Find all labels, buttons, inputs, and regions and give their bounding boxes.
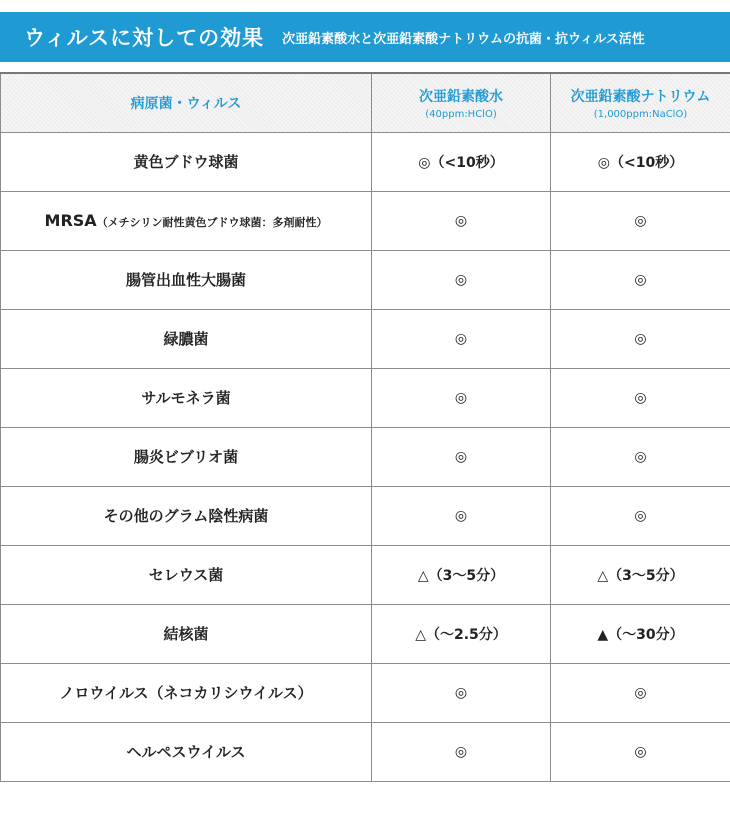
naclo-result: ◎ [551,486,730,545]
hclo-result: ◎ [372,722,551,781]
pathogen-name: 腸管出血性大腸菌 [1,250,372,309]
table-row [1,545,730,604]
header-naclo-concentration: (1,000ppm:NaClO) [593,108,688,120]
hclo-result: ◎ [372,427,551,486]
table-row [1,486,730,545]
pathogen-name: その他のグラム陰性病菌 [1,486,372,545]
naclo-result: ◎（<10秒） [551,132,730,191]
pathogen-name: ノロウイルス（ネコカリシウイルス） [1,663,372,722]
table-header-row [1,73,730,132]
naclo-result: ◎ [551,191,730,250]
table-row [1,191,730,250]
naclo-result: ◎ [551,722,730,781]
hclo-result: ◎ [372,309,551,368]
pathogen-name-main: MRSA [44,211,97,230]
naclo-result: ◎ [551,368,730,427]
naclo-result: ◎ [551,427,730,486]
table-row [1,722,730,781]
table-row [1,368,730,427]
header-pathogen [1,73,372,132]
header-naclo [551,73,730,132]
header-hclo-concentration: (40ppm:HClO) [425,108,497,120]
naclo-result: ◎ [551,309,730,368]
hclo-result: ◎ [372,191,551,250]
pathogen-name: 結核菌 [1,604,372,663]
table-row [1,663,730,722]
hclo-result: ◎（<10秒） [372,132,551,191]
efficacy-table [0,72,730,782]
pathogen-name: ヘルペスウイルス [1,722,372,781]
pathogen-name [1,191,372,250]
table-row [1,250,730,309]
pathogen-name: 腸炎ビブリオ菌 [1,427,372,486]
naclo-result: ◎ [551,663,730,722]
hclo-result: ◎ [372,486,551,545]
naclo-result: △（3～5分） [551,545,730,604]
hclo-result: ◎ [372,250,551,309]
table-row [1,309,730,368]
header-naclo-label: 次亜鉛素酸ナトリウム [570,88,711,105]
table-row [1,604,730,663]
pathogen-name: 黄色ブドウ球菌 [1,132,372,191]
pathogen-name: サルモネラ菌 [1,368,372,427]
page-title: ウィルスに対しての効果 [24,26,265,50]
hclo-result: ◎ [372,663,551,722]
header-hclo-label: 次亜鉛素酸水 [419,88,503,105]
page-subtitle: 次亜鉛素酸水と次亜鉛素酸ナトリウムの抗菌・抗ウィルス活性 [282,31,645,47]
header-banner [0,12,730,62]
naclo-result: ◎ [551,250,730,309]
table-row [1,427,730,486]
pathogen-name: 緑膿菌 [1,309,372,368]
naclo-result: ▲（～30分） [551,604,730,663]
header-hclo [372,73,551,132]
hclo-result: △（3～5分） [372,545,551,604]
pathogen-name-note: （メチシリン耐性黄色ブドウ球菌：多剤耐性） [96,216,328,229]
pathogen-name: セレウス菌 [1,545,372,604]
hclo-result: ◎ [372,368,551,427]
hclo-result: △（～2.5分） [372,604,551,663]
table-row [1,132,730,191]
header-pathogen-label: 病原菌・ウィルス [130,95,242,112]
